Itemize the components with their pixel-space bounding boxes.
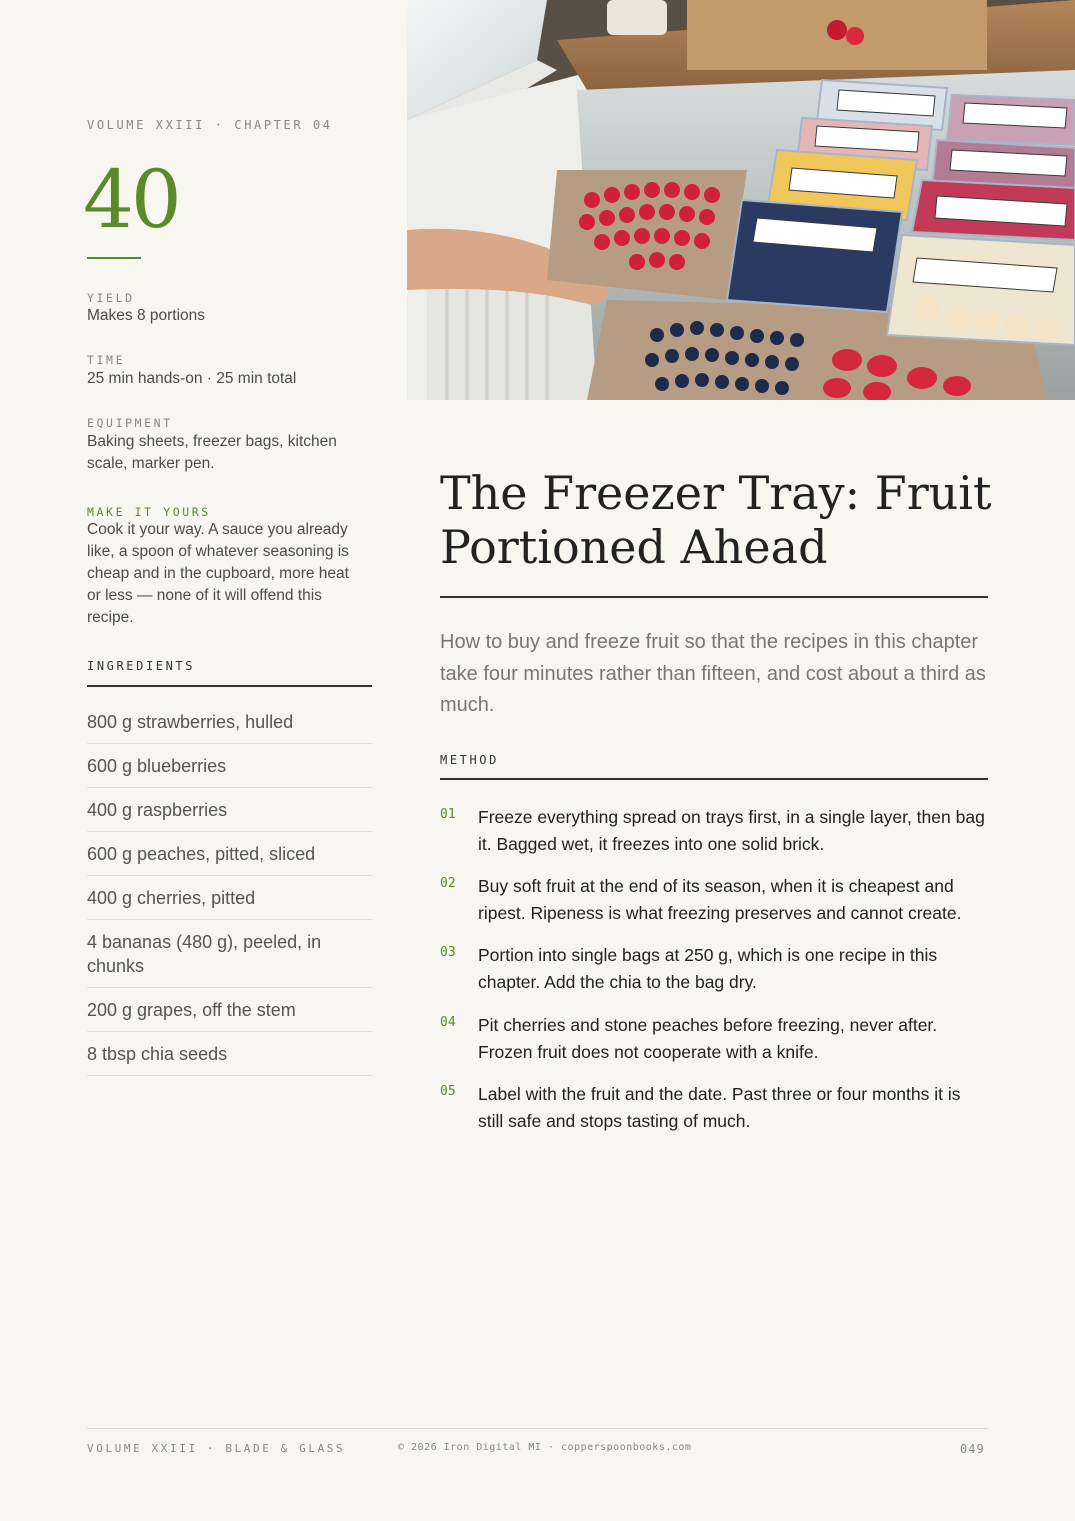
make-it-yours-value: Cook it your way. A sauce you already like, a spoon of whatever seasoning is cheap and in the cupboard, more heat or less — none of it will offend this recipe. [87,521,349,626]
make-it-yours-label: MAKE IT YOURS [87,505,211,519]
yield-value: Makes 8 portions [87,307,206,324]
article-title: The Freezer Tray: Fruit Portioned Ahead [440,466,992,574]
yield-label: YIELD [87,291,135,305]
ingredient-item: 800 g strawberries, hulled [87,700,372,744]
footer-rule [87,1428,988,1429]
time-label: TIME [87,353,126,367]
title-rule [440,596,988,598]
ingredients-list [87,700,372,1076]
step-number: 04 [440,1015,456,1030]
ingredient-item: 400 g cherries, pitted [87,876,372,920]
ingredients-rule [87,685,372,687]
step-text: Portion into single bags at 250 g, which is one recipe in this chapter. Add the chia to the bag dry. [478,945,938,992]
step-number: 05 [440,1084,456,1099]
recipe-number: 40 [83,153,179,246]
step-number: 02 [440,876,456,891]
step-number: 01 [440,807,456,822]
chapter-kicker: VOLUME XXIII · CHAPTER 04 [87,118,333,132]
number-underline [87,257,141,259]
step-text: Freeze everything spread on trays first, in a single layer, then bag it. Bagged wet, it freezes into one solid brick. [478,807,985,854]
ingredient-item: 600 g peaches, pitted, sliced [87,832,372,876]
step-text: Label with the fruit and the date. Past three or four months it is still safe and stops tasting of much. [478,1084,961,1131]
method-heading: METHOD [440,753,499,767]
equipment-label: EQUIPMENT [87,416,173,430]
method-rule [440,778,988,780]
article-lede: How to buy and freeze fruit so that the recipes in this chapter take four minutes rather than fifteen, and cost about a third as much. [440,631,986,716]
equipment-value: Baking sheets, freezer bags, kitchen scale, marker pen. [87,433,337,472]
time-value: 25 min hands-on · 25 min total [87,370,297,387]
hero-photo [407,0,1075,400]
page-number: 049 [960,1442,985,1456]
footer-volume: VOLUME XXIII · BLADE & GLASS [87,1442,346,1455]
ingredient-item: 600 g blueberries [87,744,372,788]
ingredient-item: 400 g raspberries [87,788,372,832]
ingredients-heading: INGREDIENTS [87,659,196,673]
step-number: 03 [440,945,456,960]
ingredient-item: 4 bananas (480 g), peeled, in chunks [87,920,372,988]
freezer-tray-illustration [407,0,1075,400]
step-text: Buy soft fruit at the end of its season, when it is cheapest and ripest. Ripeness is what freezing preserves and cannot create. [478,876,962,923]
ingredient-item: 8 tbsp chia seeds [87,1032,372,1076]
footer-copyright: © 2026 Iron Digital MI · copperspoonbooks.com [398,1442,692,1453]
step-text: Pit cherries and stone peaches before freezing, never after. Frozen fruit does not cooperate with a knife. [478,1015,938,1062]
ingredient-item: 200 g grapes, off the stem [87,988,372,1032]
